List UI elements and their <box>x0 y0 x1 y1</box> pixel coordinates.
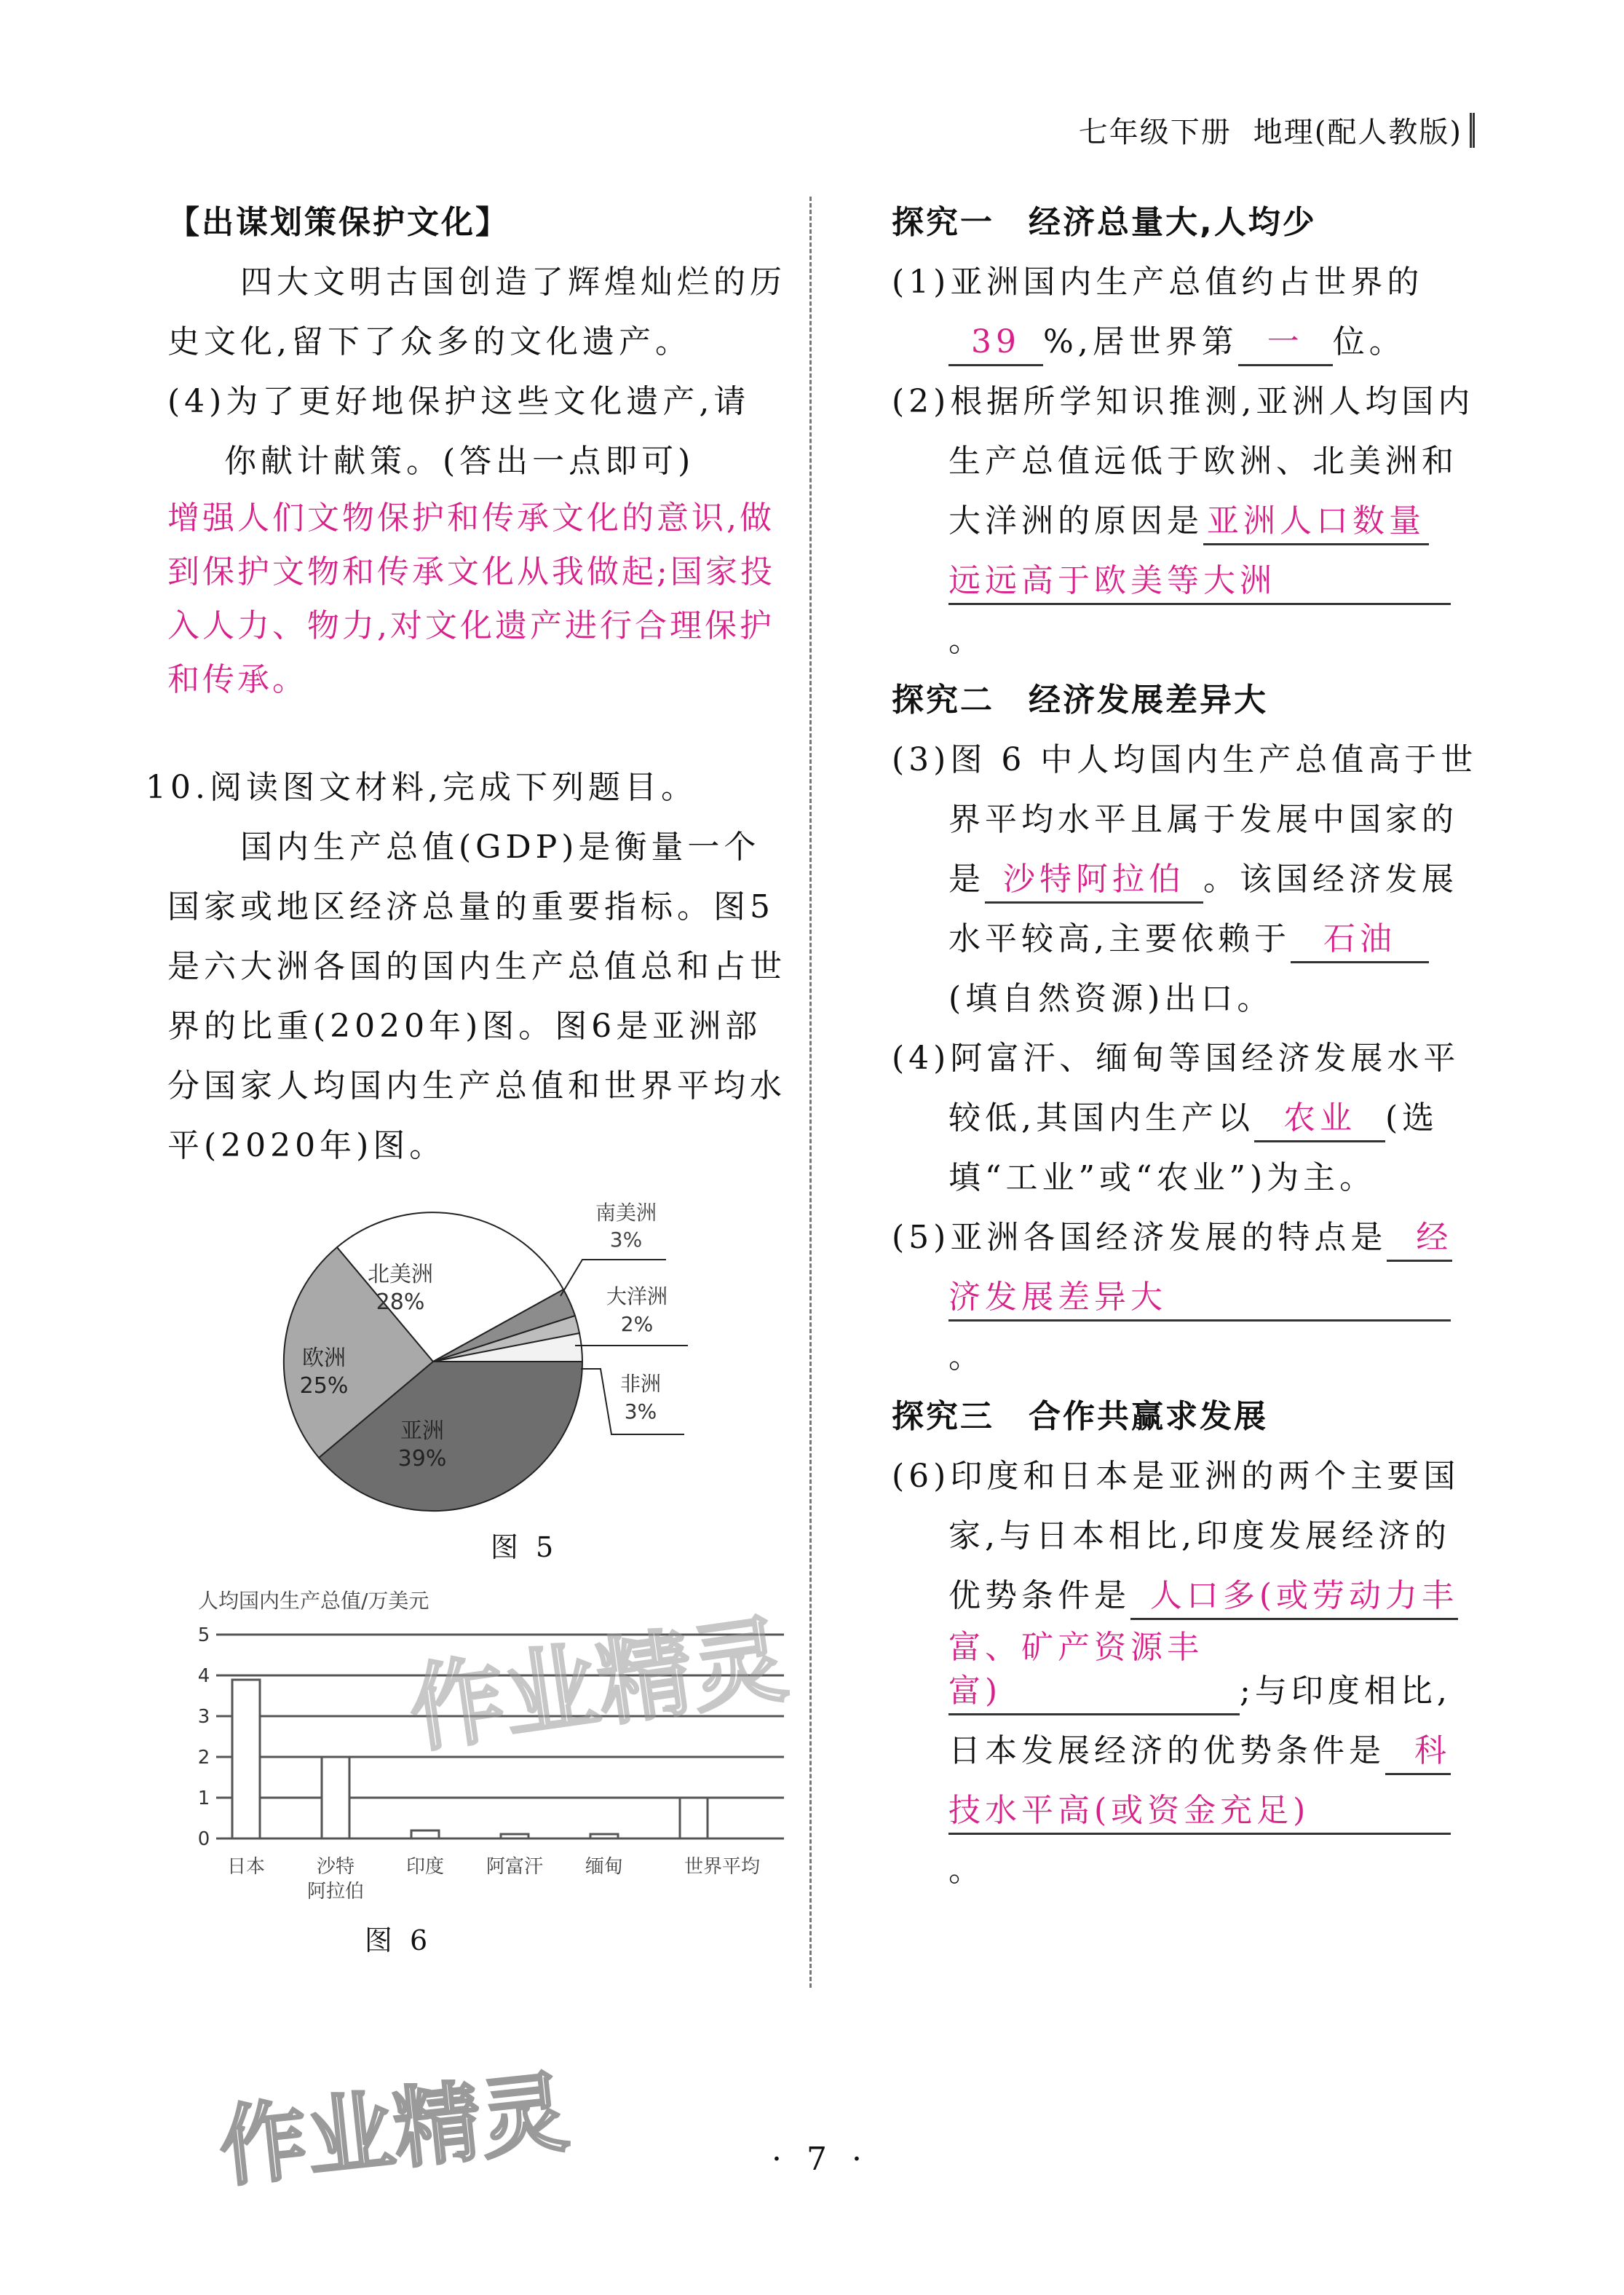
answer-blank-rank[interactable]: 一 <box>1238 320 1333 366</box>
svg-text:印度: 印度 <box>405 1856 445 1878</box>
punctuation: 。 <box>948 622 985 659</box>
svg-text:世界平均: 世界平均 <box>684 1856 761 1878</box>
page-header <box>1079 109 1475 151</box>
answer-blank-feature-2[interactable]: 济发展差异大 <box>948 1276 1451 1322</box>
label-south-america-pct: 3% <box>609 1228 643 1252</box>
svg-text:阿富汗: 阿富汗 <box>486 1856 544 1878</box>
question-text: 为了更好地保护这些文化遗产,请你献计献策。(答出一点即可) <box>224 383 750 480</box>
question-text: 根据所学知识推测,亚洲人均国内生产总值远低于欧洲、北美洲和大洋洲的原因是 <box>948 383 1475 540</box>
label-europe: 欧洲 <box>302 1346 346 1371</box>
punctuation: 。 <box>948 1338 985 1375</box>
answer-blank-percent[interactable]: 39 <box>948 320 1043 366</box>
question-10-title: 10.阅读图文材料,完成下列题目。 <box>146 769 697 806</box>
svg-text:0: 0 <box>197 1828 210 1850</box>
book-title: 七年级下册 <box>1078 116 1232 149</box>
question-number: (4) <box>892 1040 951 1077</box>
label-oceania: 大洋洲 <box>606 1284 668 1308</box>
header-bar-mark <box>1470 113 1475 148</box>
question-text: 图 6 中人均国内生产总值高于世界平均水平且属于发展中国家的是 <box>948 741 1478 898</box>
bar-world-average <box>680 1798 708 1838</box>
label-oceania-pct: 2% <box>620 1312 654 1336</box>
svg-text:日本: 日本 <box>226 1856 266 1878</box>
answer-blank-japan-advantage-1[interactable]: 科 <box>1385 1729 1451 1775</box>
answer-blank-industry[interactable]: 农业 <box>1254 1097 1385 1142</box>
answer-blank-country[interactable]: 沙特阿拉伯 <box>985 858 1203 904</box>
bar-afghanistan <box>501 1834 528 1838</box>
answer-4: 增强人们文物保护和传承文化的意识,做到保护文物和传承文化从我做起;国家投入人力、物力,对文化遗产进行合理保护和传承。 <box>167 499 775 698</box>
right-column <box>892 193 1481 1900</box>
svg-text:2: 2 <box>197 1747 210 1769</box>
question-3 <box>892 730 1481 1029</box>
question-10-material: 国内生产总值(GDP)是衡量一个国家或地区经济总量的重要指标。图5是六大洲各国的国内生产总值总和占世界的比重(2020年)图。图6是亚洲部分国家人均国内生产总值和世界平均水平(2020年)图。 <box>167 829 786 1164</box>
inquiry-1-title: 探究一 经济总量大,人均少 <box>892 204 1317 241</box>
svg-text:沙特: 沙特 <box>316 1856 355 1878</box>
question-number: (5) <box>892 1219 951 1256</box>
svg-text:缅甸: 缅甸 <box>585 1856 624 1878</box>
inquiry-3-title: 探究三 合作共赢求发展 <box>892 1398 1268 1435</box>
label-europe-pct: 25% <box>299 1373 349 1399</box>
bar-india <box>411 1830 439 1838</box>
y-axis-label: 人均国内生产总值/万美元 <box>198 1589 429 1613</box>
label-north-america: 北美洲 <box>368 1262 433 1287</box>
svg-text:5: 5 <box>197 1624 210 1646</box>
label-africa: 非洲 <box>619 1372 662 1396</box>
y-tick-labels <box>198 1624 210 1850</box>
answer-blank-resource[interactable]: 石油 <box>1291 917 1429 963</box>
figure-5-pie-chart <box>269 1187 779 1565</box>
subject-title: 地理(配人教版) <box>1253 116 1462 149</box>
figure-6-caption: 图 6 <box>364 1924 432 1956</box>
question-4-right <box>892 1029 1481 1208</box>
answer-blank-japan-advantage-2[interactable]: 技水平高(或资金充足) <box>948 1789 1451 1835</box>
question-number: (1) <box>892 264 951 301</box>
section-title: 【出谋划策保护文化】 <box>167 204 510 241</box>
question-2 <box>892 372 1481 671</box>
question-6 <box>892 1447 1481 1900</box>
answer-blank-reason-2[interactable]: 远远高于欧美等大洲 <box>948 559 1451 605</box>
intro-paragraph: 四大文明古国创造了辉煌灿烂的历史文化,留下了众多的文化遗产。 <box>167 264 786 360</box>
question-text: 阿富汗、缅甸等国经济发展水平较低,其国内生产以 <box>948 1040 1460 1137</box>
bar-japan <box>232 1680 260 1838</box>
left-column <box>146 193 786 1176</box>
answer-blank-india-advantage-1[interactable]: 人口多(或劳动力丰 <box>1130 1574 1458 1620</box>
x-tick-labels <box>227 1856 760 1903</box>
label-north-america-pct: 28% <box>376 1289 425 1315</box>
question-4 <box>167 372 786 491</box>
question-text: 印度和日本是亚洲的两个主要国家,与日本相比,印度发展经济的优势条件是 <box>948 1458 1460 1614</box>
question-text: (选填“工业”或“农业”)为主。 <box>948 1099 1439 1196</box>
question-text: 。该国经济发展水平较高,主要依赖于 <box>948 861 1458 957</box>
column-divider <box>809 197 812 1988</box>
svg-text:1: 1 <box>197 1788 210 1809</box>
question-number: (4) <box>167 383 226 420</box>
punctuation: 。 <box>948 1852 985 1889</box>
question-number: (6) <box>892 1458 951 1495</box>
bar-saudi-arabia <box>322 1757 349 1838</box>
question-text: ;与印度相比,日本发展经济的优势条件是 <box>948 1672 1451 1769</box>
pie-chart-svg <box>269 1187 779 1522</box>
answer-blank-feature-1[interactable]: 经 <box>1387 1216 1452 1262</box>
question-text: 亚洲国内生产总值约占世界的 <box>950 264 1424 301</box>
question-text: (填自然资源)出口。 <box>948 980 1274 1017</box>
figure-5-caption: 图 5 <box>490 1531 558 1563</box>
question-text: %,居世界第 <box>1043 323 1238 360</box>
page-number: · 7 · <box>772 2141 869 2178</box>
answer-blank-reason-1[interactable]: 亚洲人口数量 <box>1203 499 1429 545</box>
label-asia: 亚洲 <box>400 1418 444 1444</box>
question-5 <box>892 1208 1481 1387</box>
question-number: (3) <box>892 741 951 778</box>
question-text: 位。 <box>1332 323 1406 360</box>
bar-myanmar <box>590 1834 618 1838</box>
svg-text:阿拉伯: 阿拉伯 <box>306 1881 365 1903</box>
svg-text:4: 4 <box>197 1665 210 1687</box>
watermark: 作业精灵 <box>215 2062 574 2200</box>
watermark-chart-overlay: 作业精灵 <box>403 1603 793 1766</box>
label-asia-pct: 39% <box>397 1446 447 1472</box>
label-south-america: 南美洲 <box>595 1201 657 1225</box>
inquiry-2-title: 探究二 经济发展差异大 <box>892 682 1268 719</box>
label-africa-pct: 3% <box>624 1399 657 1423</box>
question-1 <box>892 253 1481 372</box>
question-text: 亚洲各国经济发展的特点是 <box>950 1219 1387 1256</box>
svg-text:3: 3 <box>197 1706 210 1728</box>
question-number: (2) <box>892 383 951 420</box>
answer-blank-india-advantage-2[interactable]: 富、矿产资源丰富) <box>948 1626 1240 1715</box>
